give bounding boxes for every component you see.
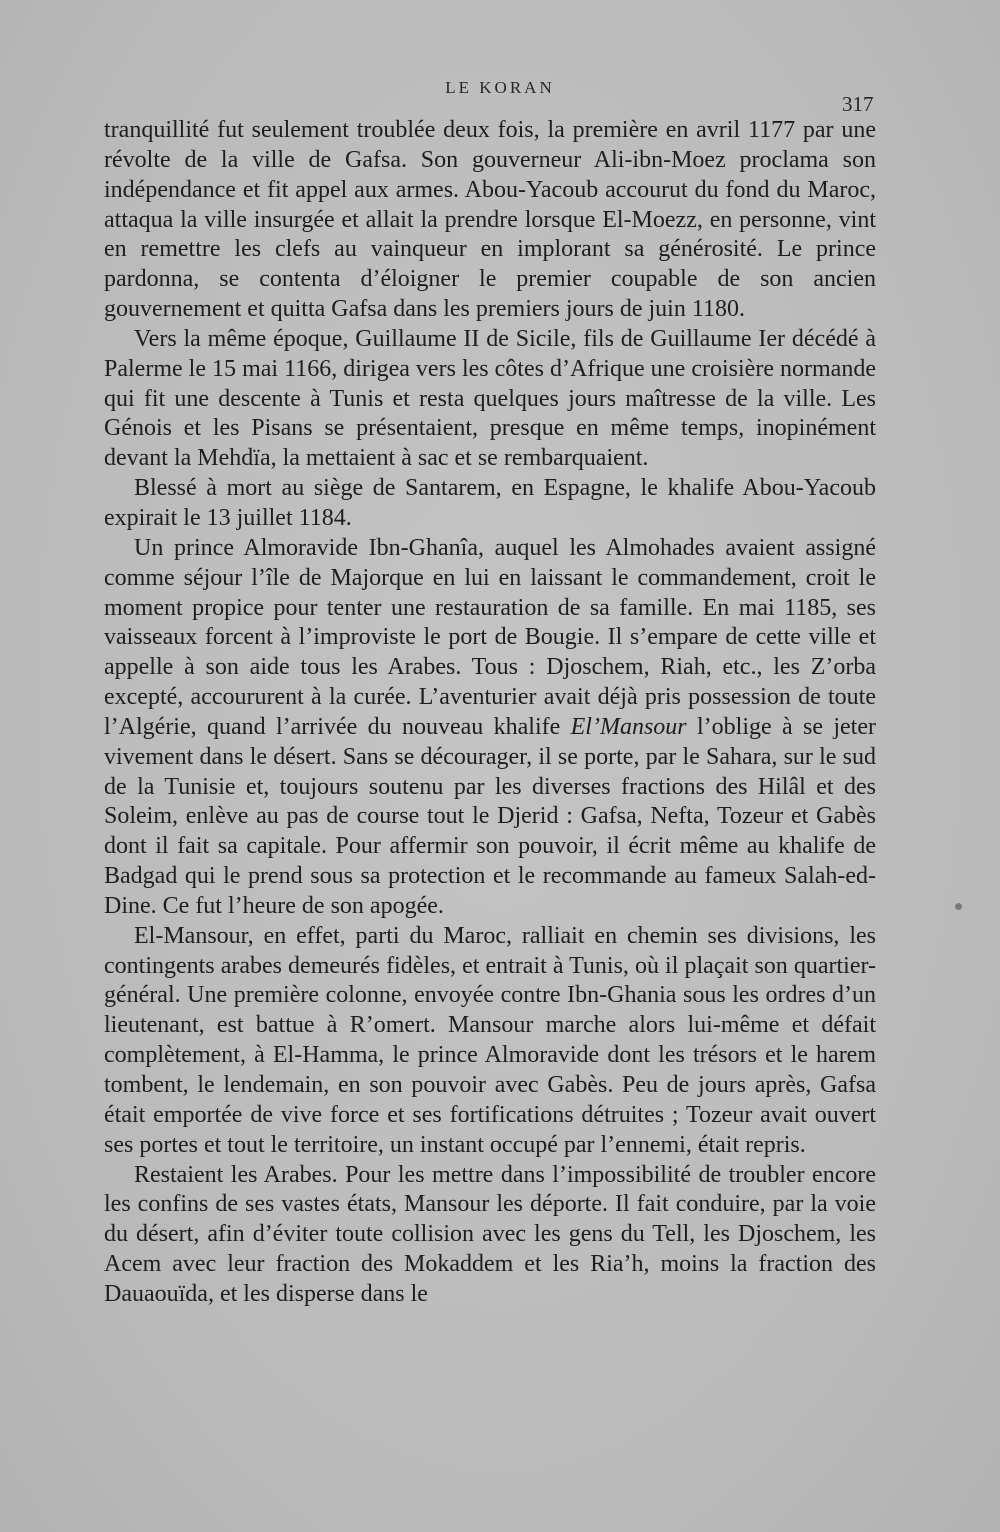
paragraph-1: tranquillité fut seulement troublée deux fois, la première en avril 1177 par une révolte de la ville de Gafsa. Son gouverneur Ali-ibn-Moez proclama son indépendance et fit appel aux armes. Abou-Yacoub accourut du fond du Maroc, attaqua la ville insurgée et allait la prendre lorsque El-Moezz, en personne, vint en remettre les clefs au vainqueur en implorant sa générosité. Le prince pardonna, se contenta d’éloigner le premier coupable de son ancien gouvernement et quitta Gafsa dans les premiers jours de juin 1180. [104,117,876,323]
paragraph-6: Restaient les Arabes. Pour les mettre dans l’impossibilité de troubler encore les confins de ses vastes états, Mansour les déporte. Il fait conduire, par la voie du désert, afin d’éviter toute collision avec les gens du Tell, les Djoschem, les Acem avec leur fraction des Mokaddem et les Ria’h, moins la fraction des Dauaouïda, et les disperse dans le [104,1161,876,1307]
paragraph-2: Vers la même époque, Guillaume II de Sicile, fils de Guillaume Ier décédé à Palerme le 15 mai 1166, dirigea vers les côtes d’Afrique une croisière normande qui fit une descente à Tunis et resta quelques jours maîtresse de la ville. Les Génois et les Pisans se présentaient, presque en même temps, inopinément devant la Mehdïa, la mettaient à sac et se rembarquaient. [104,325,876,472]
paragraph-5: El-Mansour, en effet, parti du Maroc, ralliait en chemin ses divisions, les contingents arabes demeurés fidèles, et entrait à Tunis, où il plaçait son quartier-général. Une première colonne, envoyée contre Ibn-Ghania sous les ordres d’un lieutenant, est battue à R’omert. Mansour marche alors lui-même et défait complètement, à El-Hamma, le prince Almoravide dont les trésors et le harem tombent, le lendemain, en son pouvoir avec Gabès. Peu de jours après, Gafsa était emportée de vive force et ses fortifications détruites ; Tozeur avait ouvert ses portes et tout le territoire, un instant occupé par l’ennemi, était repris. [104,922,876,1158]
paragraph-3: Blessé à mort au siège de Santarem, en Espagne, le khalife Abou-Yacoub expirait le 13 juillet 1184. [104,475,876,531]
paragraph-4-text-b: l’oblige à se jeter vivement dans le désert. Sans se décourager, il se porte, par le Sahara, sur le sud de la Tunisie et, toujours soutenu par les diverses fractions des Hilâl et des Soleim, enlève au pas de course tout le Djerid : Gafsa, Nefta, Tozeur et Gabès dont il fait sa capitale. Pour affermir son pouvoir, il écrit même au khalife de Badgad qui le prend sous sa protection et le recommande au fameux Salah-ed-Dine. Ce fut l’heure de son apogée. [104,713,876,919]
paragraph-4-text-a: Un prince Almoravide Ibn-Ghanîa, auquel les Almohades avaient assigné comme séjour l’île de Majorque en lui en laissant le commandement, croit le moment propice pour tenter une restauration de sa famille. En mai 1185, ses vaisseaux forcent à l’improviste le port de Bougie. Il s’empare de cette ville et appelle à son aide tous les Arabes. Tous : Djoschem, Riah, etc., les Z’orba excepté, accoururent à la curée. L’aventurier avait déjà pris possession de toute l’Algérie, quand l’arrivée du nouveau khalife [104,534,876,740]
running-title: LE KORAN [445,78,555,97]
khalife-name-italic: El’Mansour [570,713,687,740]
body-text [104,116,876,1310]
page-number: 317 [842,92,874,116]
margin-spot [955,903,962,910]
paragraph-4 [104,534,876,922]
